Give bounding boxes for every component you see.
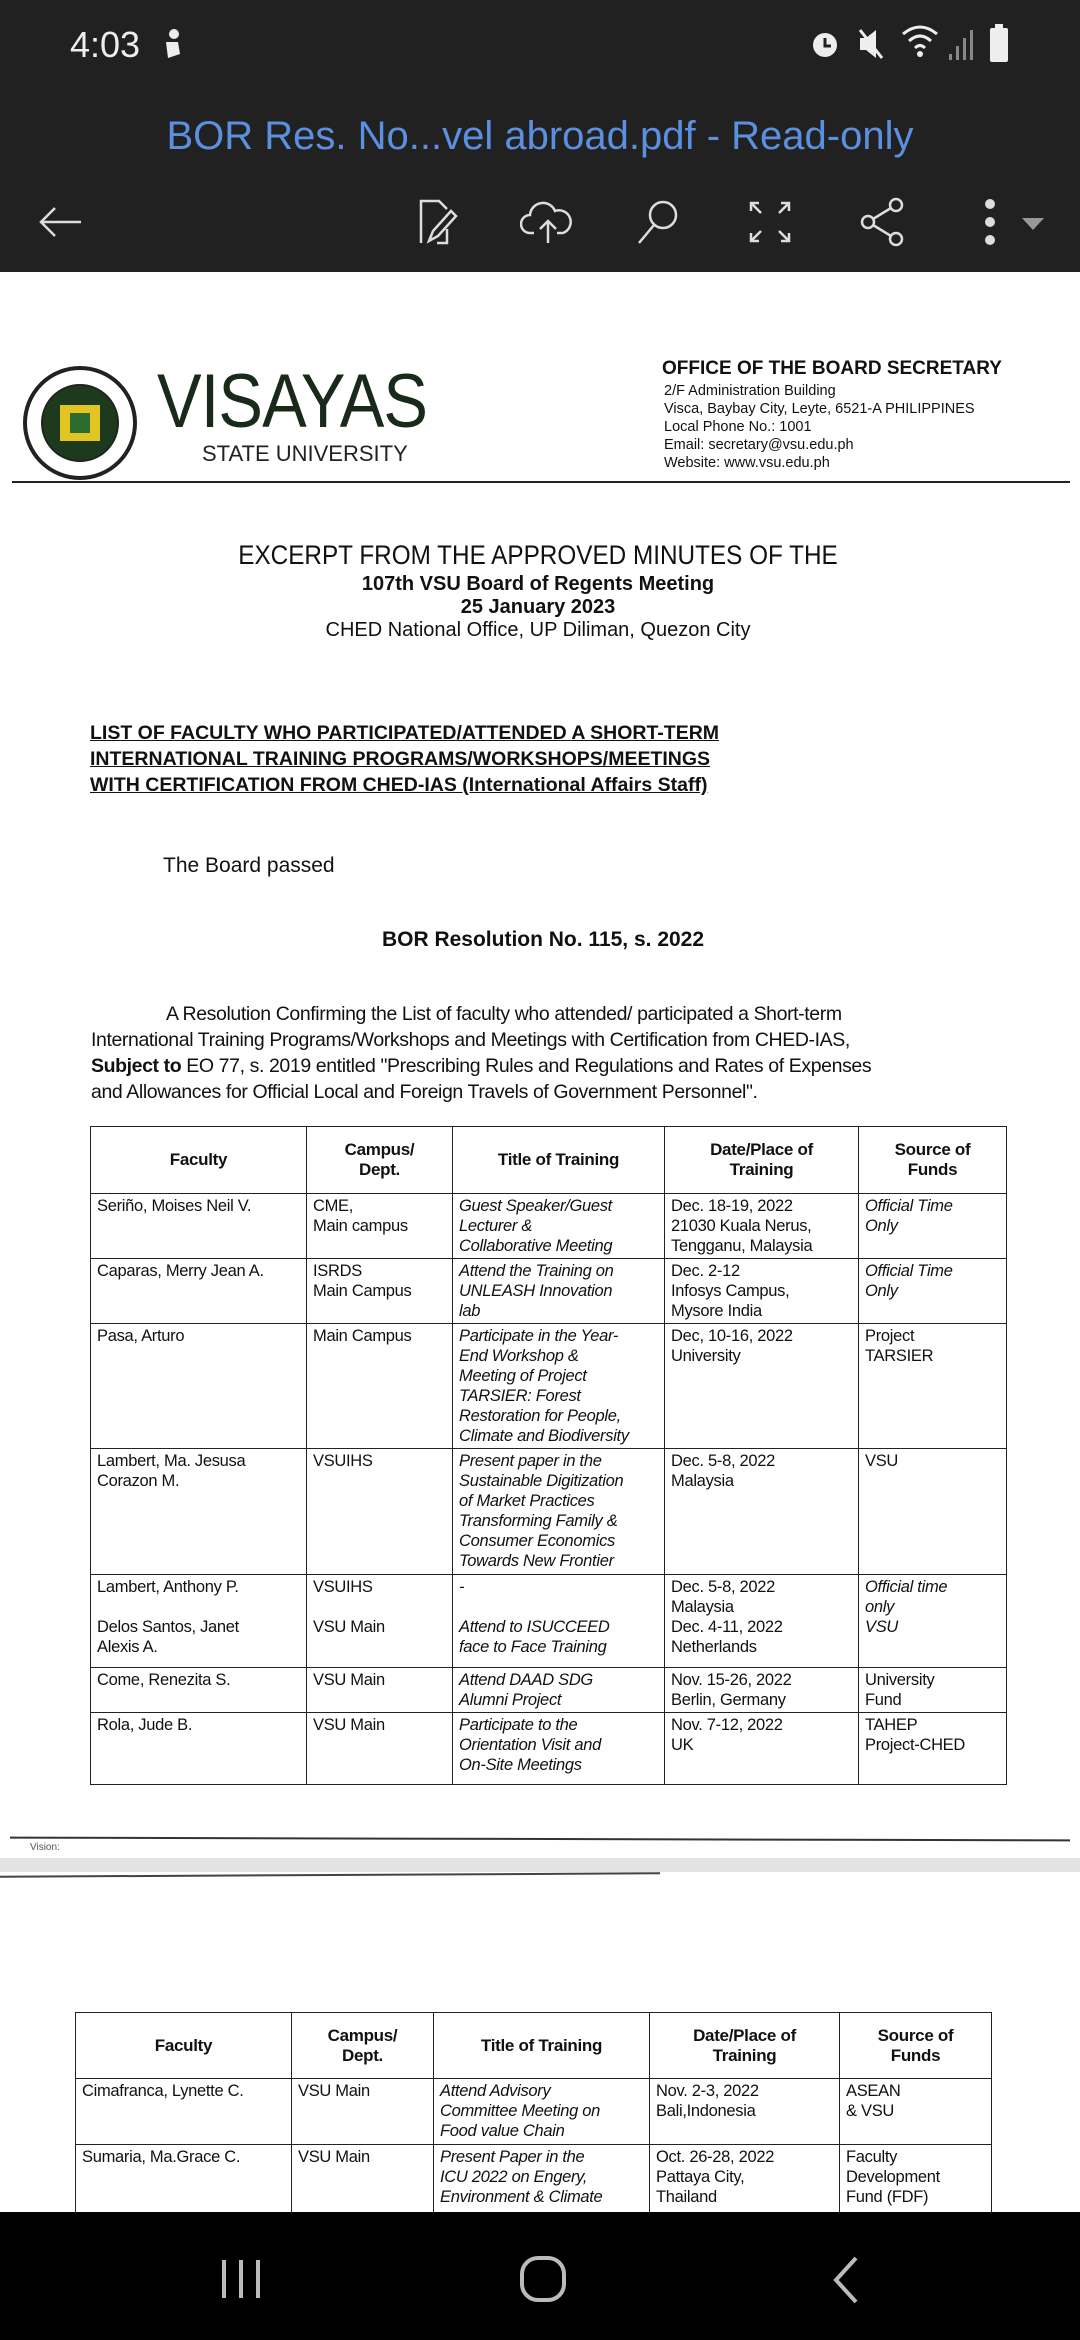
cell-date-place: Nov. 2-3, 2022 Bali,Indonesia [650,2079,840,2145]
university-seal-logo [22,365,138,481]
dropdown-icon[interactable] [1020,216,1046,232]
cell-date-place: Dec. 5-8, 2022 Malaysia Dec. 4-11, 2022 Netherlands [665,1575,859,1668]
heading-line: INTERNATIONAL TRAINING PROGRAMS/WORKSHOPS/MEETINGS [90,748,711,770]
paragraph-line: International Training Programs/Workshops and Meetings with Certification from CHED-IAS, [91,1029,850,1051]
cell-faculty: Pasa, Arturo [91,1324,307,1449]
university-wordmark: VISAYAS [157,359,428,444]
cell-faculty: Caparas, Merry Jean A. [91,1259,307,1324]
cell-training-title: Attend Advisory Committee Meeting on Food value Chain [434,2079,650,2145]
cell-date-place: Dec. 18-19, 2022 21030 Kuala Nerus, Tengganu, Malaysia [665,1194,859,1259]
column-header-faculty: Faculty [91,1127,307,1194]
cell-training-title: - Attend to ISUCCEED face to Face Training [453,1575,665,1668]
cell-campus-dept: VSU Main [292,2079,434,2145]
paragraph-line: A Resolution Confirming the List of faculty who attended/ participated a Short-term [166,1003,842,1025]
address-line: Visca, Baybay City, Leyte, 6521-A PHILIPPINES [664,401,975,417]
paragraph-line: and Allowances for Official Local and Foreign Travels of Government Personnel". [91,1081,758,1103]
meeting-venue: CHED National Office, UP Diliman, Quezon City [325,619,751,641]
excerpt-title: EXCERPT FROM THE APPROVED MINUTES OF THE [238,540,838,570]
back-arrow-icon[interactable] [30,192,90,252]
subject-to-label: Subject to [91,1055,182,1077]
more-icon[interactable] [960,192,1020,252]
status-bar [0,0,1080,90]
cell-campus-dept: VSU Main [307,1713,453,1785]
search-icon[interactable] [628,192,688,252]
cell-date-place: Nov. 15-26, 2022 Berlin, Germany [665,1668,859,1713]
table-row [91,1713,1007,1785]
pdf-page-2 [0,1872,1080,2212]
cell-campus-dept: VSUIHS [307,1449,453,1575]
cell-faculty: Lambert, Ma. Jesusa Corazon M. [91,1449,307,1575]
cell-source-of-funds: Project TARSIER [859,1324,1007,1449]
signal-icon [948,28,974,62]
table-header-row [91,1127,1007,1194]
share-icon[interactable] [853,192,913,252]
address-line: Local Phone No.: 1001 [664,419,812,435]
faculty-table-1 [90,1126,1007,1785]
cell-training-title: Attend the Training on UNLEASH Innovation lab [453,1259,665,1324]
address-line: 2/F Administration Building [664,383,836,399]
pdf-page-1 [0,272,1080,1858]
column-header-faculty: Faculty [76,2013,292,2079]
accessibility-icon [158,28,188,62]
table-row [91,1194,1007,1259]
cell-source-of-funds: Official Time Only [859,1194,1007,1259]
wifi-icon [900,24,944,62]
office-name: OFFICE OF THE BOARD SECRETARY [662,358,1002,379]
paragraph-text: EO 77, s. 2019 entitled "Prescribing Rules and Regulations and Rates of Expenses [181,1055,872,1077]
cell-date-place: Dec. 2-12 Infosys Campus, Mysore India [665,1259,859,1324]
column-header-date-place: Date/Place of Training [665,1127,859,1194]
meeting-name: 107th VSU Board of Regents Meeting [361,573,715,595]
cell-training-title: Attend DAAD SDG Alumni Project [453,1668,665,1713]
cell-date-place: Nov. 7-12, 2022 UK [665,1713,859,1785]
address-line: Website: www.vsu.edu.ph [664,455,830,471]
cell-faculty: Lambert, Anthony P. Delos Santos, Janet Alexis A. [91,1575,307,1668]
cell-source-of-funds: Official time only VSU [859,1575,1007,1668]
table-row [91,1575,1007,1668]
title-bar [0,90,1080,180]
column-header-campus-dept: Campus/ Dept. [307,1127,453,1194]
home-icon[interactable] [518,2254,568,2304]
excerpt-block [0,540,1076,642]
document-title: BOR Res. No...vel abroad.pdf - Read-only [166,114,914,158]
heading-line: WITH CERTIFICATION FROM CHED-IAS (International Affairs Staff) [90,774,708,796]
cell-campus-dept: VSU Main [292,2145,434,2225]
cell-campus-dept: CME, Main campus [307,1194,453,1259]
cell-date-place: Dec, 10-16, 2022 University [665,1324,859,1449]
table-row [91,1668,1007,1713]
cell-date-place: Dec. 5-8, 2022 Malaysia [665,1449,859,1575]
cloud-upload-icon[interactable] [518,192,578,252]
cell-source-of-funds: ASEAN & VSU [840,2079,992,2145]
mute-icon [856,26,886,62]
navigation-bar [0,2212,1080,2340]
header-divider [0,1872,660,1877]
cell-date-place: Oct. 26-28, 2022 Pattaya City, Thailand [650,2145,840,2225]
edit-pdf-icon[interactable] [408,192,468,252]
clock: 4:03 [70,24,141,65]
fullscreen-icon[interactable] [740,192,800,252]
resolution-title: BOR Resolution No. 115, s. 2022 [381,928,705,951]
cell-training-title: Present paper in the Sustainable Digitization of Market Practices Transforming Family & Consumer Economics Towards New Frontier [453,1449,665,1575]
page-gap [0,1858,1080,1872]
alarm-icon [808,26,842,62]
footer-vision-text: Vision: [30,1842,60,1853]
cell-campus-dept: ISRDS Main Campus [307,1259,453,1324]
column-header-training-title: Title of Training [453,1127,665,1194]
letterhead-divider [12,481,1070,483]
column-header-source-of-funds: Source of Funds [840,2013,992,2079]
cell-training-title: Participate to the Orientation Visit and On-Site Meetings [453,1713,665,1785]
cell-source-of-funds: Faculty Development Fund (FDF) [840,2145,992,2225]
university-wordmark-sub: STATE UNIVERSITY [202,441,408,466]
heading-line: LIST OF FACULTY WHO PARTICIPATED/ATTENDED A SHORT-TERM [90,722,720,744]
toolbar [0,172,1080,272]
table-row [76,2079,992,2145]
table-row [91,1259,1007,1324]
column-header-date-place: Date/Place of Training [650,2013,840,2079]
resolution-paragraph [91,1001,1001,1105]
table-row [91,1324,1007,1449]
recents-icon[interactable] [218,2258,264,2300]
battery-icon [988,24,1012,64]
cell-source-of-funds: Official Time Only [859,1259,1007,1324]
cell-campus-dept: VSUIHS VSU Main [307,1575,453,1668]
column-header-training-title: Title of Training [434,2013,650,2079]
cell-faculty: Rola, Jude B. [91,1713,307,1785]
cell-faculty: Seriño, Moises Neil V. [91,1194,307,1259]
faculty-table-2 [75,2012,992,2225]
cell-faculty: Come, Renezita S. [91,1668,307,1713]
address-line: Email: secretary@vsu.edu.ph [664,437,854,453]
cell-source-of-funds: VSU [859,1449,1007,1575]
cell-faculty: Sumaria, Ma.Grace C. [76,2145,292,2225]
office-address [664,382,975,472]
list-heading [90,720,719,798]
footer-divider [10,1837,1070,1842]
cell-campus-dept: VSU Main [307,1668,453,1713]
cell-training-title: Guest Speaker/Guest Lecturer & Collaborative Meeting [453,1194,665,1259]
column-header-source-of-funds: Source of Funds [859,1127,1007,1194]
table-row [91,1449,1007,1575]
meeting-date: 25 January 2023 [460,596,616,618]
cell-faculty: Cimafranca, Lynette C. [76,2079,292,2145]
cell-source-of-funds: University Fund [859,1668,1007,1713]
table-header-row [76,2013,992,2079]
board-passed-text: The Board passed [163,854,335,877]
back-icon[interactable] [828,2254,862,2306]
cell-source-of-funds: TAHEP Project-CHED [859,1713,1007,1785]
cell-campus-dept: Main Campus [307,1324,453,1449]
column-header-campus-dept: Campus/ Dept. [292,2013,434,2079]
cell-training-title: Participate in the Year- End Workshop & Meeting of Project TARSIER: Forest Restoration for People, Climate and Biodiversity [453,1324,665,1449]
cell-training-title: Present Paper in the ICU 2022 on Engery, Environment & Climate [434,2145,650,2225]
paragraph-line [91,1053,1001,1079]
